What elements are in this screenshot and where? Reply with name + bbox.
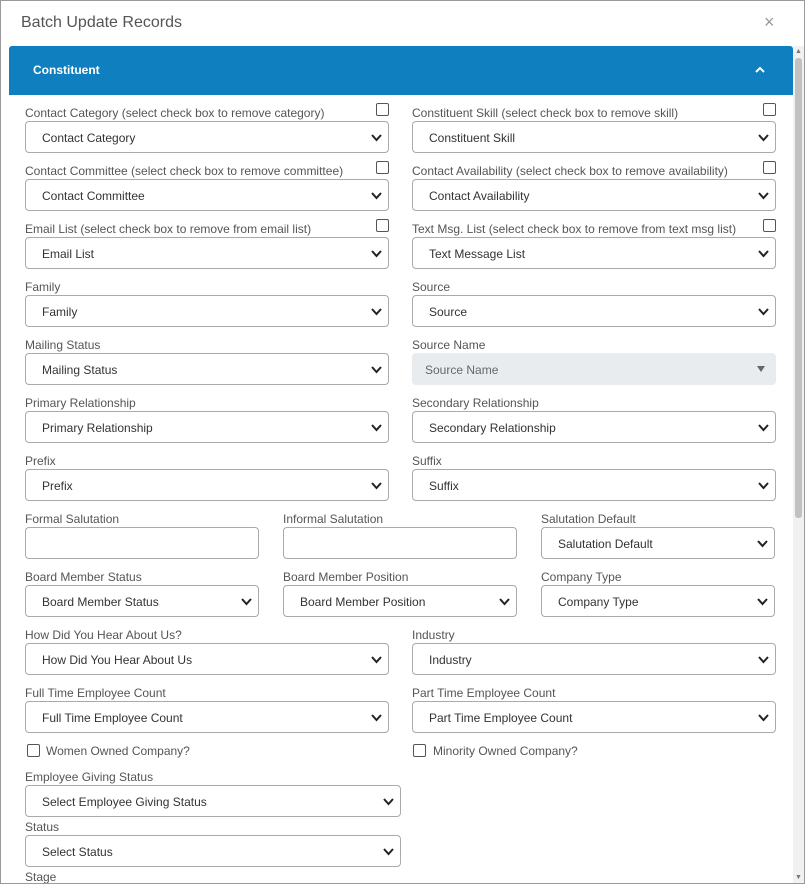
part-time-count-select[interactable] (412, 701, 776, 733)
stage-label: Stage (25, 870, 57, 884)
board-member-position-value: Board Member Position (300, 595, 426, 609)
source-name-value: Source Name (425, 363, 499, 377)
status-select[interactable] (25, 835, 401, 867)
women-owned-label: Women Owned Company? (46, 744, 190, 758)
part-time-count-label: Part Time Employee Count (412, 686, 556, 700)
chevron-down-icon (758, 713, 769, 722)
email-list-remove-checkbox[interactable] (376, 219, 389, 232)
constituent-skill-remove-checkbox[interactable] (763, 103, 776, 116)
triangle-down-icon (757, 366, 765, 372)
chevron-down-icon (758, 191, 769, 200)
contact-committee-value: Contact Committee (42, 189, 145, 203)
family-label: Family (25, 280, 61, 294)
chevron-down-icon (758, 249, 769, 258)
salutation-default-select[interactable] (541, 527, 775, 559)
industry-select[interactable] (412, 643, 776, 675)
chevron-down-icon (371, 365, 382, 374)
contact-category-select[interactable] (25, 121, 389, 153)
scrollbar[interactable] (793, 46, 804, 883)
text-message-list-value: Text Message List (429, 247, 526, 261)
constituent-skill-select[interactable] (412, 121, 776, 153)
family-value: Family (42, 305, 78, 319)
close-icon[interactable]: × (764, 12, 775, 32)
board-member-status-label: Board Member Status (25, 570, 142, 584)
minority-owned-label: Minority Owned Company? (433, 744, 578, 758)
contact-availability-remove-checkbox[interactable] (763, 161, 776, 174)
section-title: Constituent (33, 63, 100, 77)
prefix-label: Prefix (25, 454, 56, 468)
text-msg-list-label: Text Msg. List (select check box to remove from text msg list) (412, 222, 737, 236)
board-member-status-select[interactable] (25, 585, 259, 617)
source-select[interactable] (412, 295, 776, 327)
full-time-count-value: Full Time Employee Count (42, 711, 183, 725)
chevron-down-icon (241, 597, 252, 606)
chevron-up-icon[interactable] (754, 64, 766, 76)
employee-giving-status-select[interactable] (25, 785, 401, 817)
contact-committee-label: Contact Committee (select check box to remove committee) (25, 164, 344, 178)
chevron-down-icon (371, 307, 382, 316)
part-time-count-value: Part Time Employee Count (429, 711, 573, 725)
formal-salutation-label: Formal Salutation (25, 512, 120, 526)
chevron-down-icon (383, 797, 394, 806)
formal-salutation-input[interactable] (25, 527, 259, 559)
informal-salutation-label: Informal Salutation (283, 512, 384, 526)
chevron-down-icon (758, 423, 769, 432)
employee-giving-status-label: Employee Giving Status (25, 770, 154, 784)
status-value: Select Status (42, 845, 113, 859)
secondary-relationship-label: Secondary Relationship (412, 396, 539, 410)
board-member-position-select[interactable] (283, 585, 517, 617)
contact-category-value: Contact Category (42, 131, 136, 145)
secondary-relationship-select[interactable] (412, 411, 776, 443)
chevron-down-icon (758, 655, 769, 664)
chevron-down-icon (758, 307, 769, 316)
mailing-status-label: Mailing Status (25, 338, 101, 352)
text-message-list-select[interactable] (412, 237, 776, 269)
scroll-up-arrow-icon[interactable]: ▲ (795, 48, 802, 55)
chevron-down-icon (757, 539, 768, 548)
scroll-thumb[interactable] (795, 58, 802, 518)
prefix-value: Prefix (42, 479, 73, 493)
chevron-down-icon (371, 423, 382, 432)
suffix-label: Suffix (412, 454, 442, 468)
constituent-skill-value: Constituent Skill (429, 131, 516, 145)
contact-availability-select[interactable] (412, 179, 776, 211)
contact-committee-select[interactable] (25, 179, 389, 211)
how-did-you-hear-select[interactable] (25, 643, 389, 675)
salutation-default-label: Salutation Default (541, 512, 636, 526)
constituent-skill-label: Constituent Skill (select check box to remove skill) (412, 106, 679, 120)
primary-relationship-select[interactable] (25, 411, 389, 443)
primary-relationship-label: Primary Relationship (25, 396, 136, 410)
secondary-relationship-value: Secondary Relationship (429, 421, 556, 435)
how-did-you-hear-value: How Did You Hear About Us (42, 653, 193, 667)
board-member-status-value: Board Member Status (42, 595, 159, 609)
email-list-value: Email List (42, 247, 95, 261)
mailing-status-select[interactable] (25, 353, 389, 385)
constituent-section-header[interactable] (9, 46, 793, 95)
company-type-value: Company Type (558, 595, 639, 609)
scroll-down-arrow-icon[interactable]: ▼ (795, 874, 802, 881)
modal-header (1, 1, 804, 45)
contact-availability-label: Contact Availability (select check box to remove availability) (412, 164, 728, 178)
prefix-select[interactable] (25, 469, 389, 501)
chevron-down-icon (371, 713, 382, 722)
source-name-label: Source Name (412, 338, 486, 352)
board-member-position-label: Board Member Position (283, 570, 409, 584)
chevron-down-icon (758, 133, 769, 142)
mailing-status-value: Mailing Status (42, 363, 118, 377)
status-label: Status (25, 820, 60, 834)
contact-category-label: Contact Category (select check box to remove category) (25, 106, 325, 120)
salutation-default-value: Salutation Default (558, 537, 653, 551)
industry-value: Industry (429, 653, 472, 667)
source-label: Source (412, 280, 451, 294)
chevron-down-icon (371, 249, 382, 258)
company-type-label: Company Type (541, 570, 622, 584)
source-name-select (412, 353, 776, 385)
chevron-down-icon (371, 655, 382, 664)
family-select[interactable] (25, 295, 389, 327)
full-time-count-select[interactable] (25, 701, 389, 733)
text-msg-list-remove-checkbox[interactable] (763, 219, 776, 232)
informal-salutation-input[interactable] (283, 527, 517, 559)
women-owned-checkbox[interactable] (27, 744, 40, 757)
primary-relationship-value: Primary Relationship (42, 421, 153, 435)
contact-availability-value: Contact Availability (429, 189, 530, 203)
source-value: Source (429, 305, 468, 319)
modal-title: Batch Update Records (21, 14, 182, 31)
chevron-down-icon (758, 481, 769, 490)
chevron-down-icon (499, 597, 510, 606)
industry-label: Industry (412, 628, 455, 642)
suffix-value: Suffix (429, 479, 459, 493)
company-type-select[interactable] (541, 585, 775, 617)
minority-owned-checkbox[interactable] (413, 744, 426, 757)
how-did-you-hear-label: How Did You Hear About Us? (25, 628, 182, 642)
chevron-down-icon (371, 133, 382, 142)
chevron-down-icon (383, 847, 394, 856)
chevron-down-icon (371, 191, 382, 200)
full-time-count-label: Full Time Employee Count (25, 686, 166, 700)
email-list-label: Email List (select check box to remove from email list) (25, 222, 312, 236)
employee-giving-status-value: Select Employee Giving Status (42, 795, 207, 809)
suffix-select[interactable] (412, 469, 776, 501)
chevron-down-icon (757, 597, 768, 606)
email-list-select[interactable] (25, 237, 389, 269)
contact-category-remove-checkbox[interactable] (376, 103, 389, 116)
contact-committee-remove-checkbox[interactable] (376, 161, 389, 174)
chevron-down-icon (371, 481, 382, 490)
